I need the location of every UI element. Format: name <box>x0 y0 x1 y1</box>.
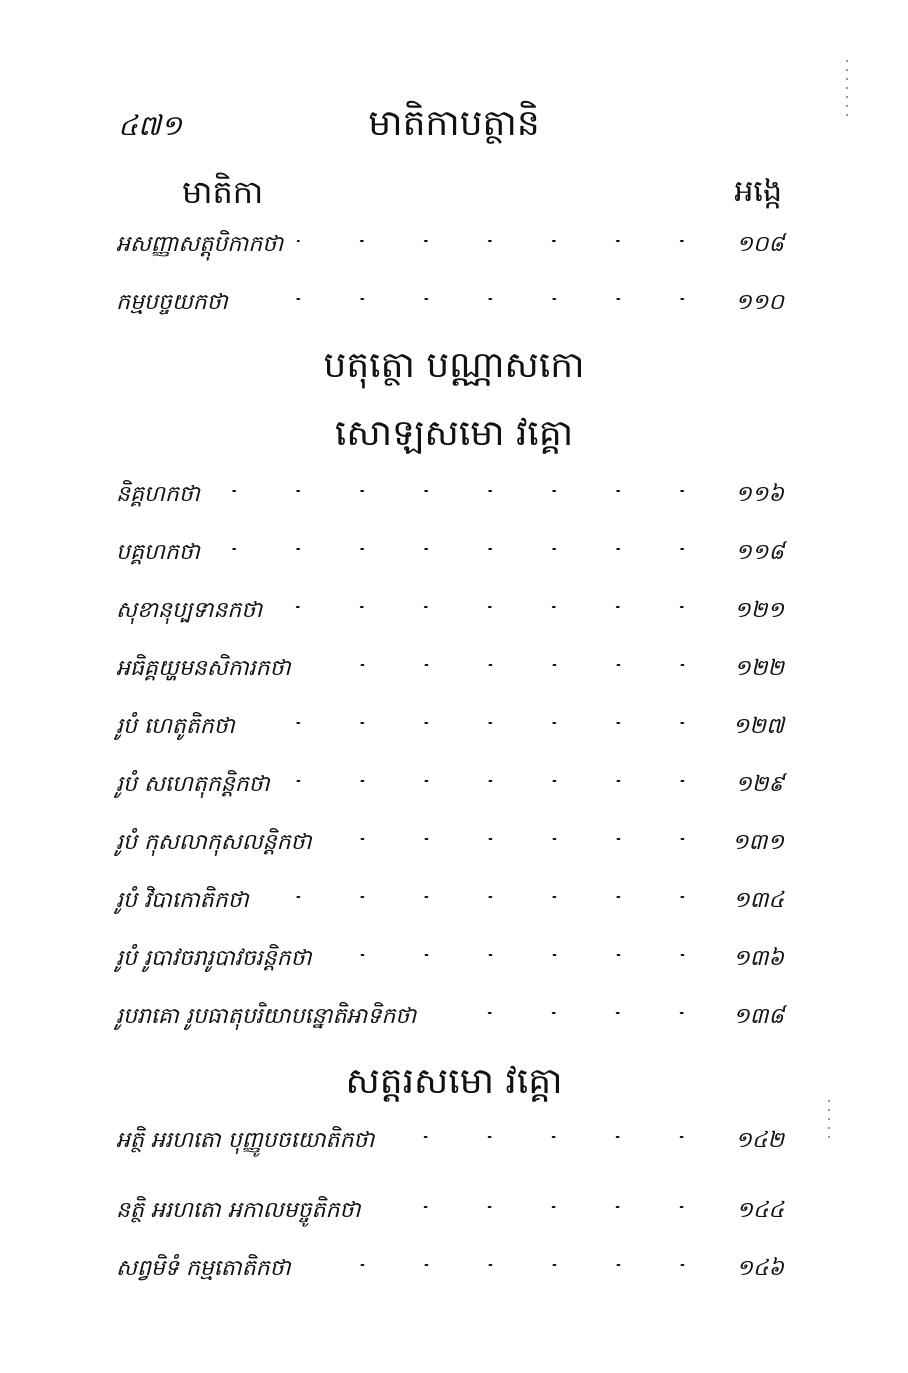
entry-page: ១០៨ <box>736 232 784 257</box>
entry-page: ១៣៨ <box>732 1004 784 1029</box>
dot-leader <box>297 240 714 242</box>
entry-title: និគ្គហកថា <box>116 482 200 507</box>
entry-page: ១៤៦ <box>736 1256 784 1281</box>
entry-page: ១២២ <box>734 656 784 681</box>
entry-page: ១៤២ <box>735 1128 784 1153</box>
toc-entry <box>116 1250 784 1290</box>
entry-title: សព្វមិទំ កម្មតោតិកថា <box>116 1256 291 1281</box>
entry-page: ១៣១ <box>731 830 784 855</box>
dot-leader <box>374 1206 714 1208</box>
toc-entry <box>116 650 784 690</box>
toc-entry <box>116 766 784 806</box>
toc-entry <box>116 226 784 266</box>
dot-leader <box>242 298 714 300</box>
toc-entry <box>116 1122 784 1162</box>
dot-leader <box>249 722 714 724</box>
dot-leader <box>305 1264 714 1266</box>
scan-speck <box>846 60 848 120</box>
entry-page: ១៤៤ <box>736 1198 784 1223</box>
entry-title: អត្ថិ អរហតោ បុញ្ញូបចយោតិកថា <box>116 1128 375 1153</box>
entry-title: អសញ្ញាសត្តុបិកាកថា <box>116 232 284 257</box>
section-heading-vagga-16: សោឡសមោ វគ្គោ <box>334 413 574 454</box>
section-heading-chapter: បតុត្ថោ បណ្ណាសកោ <box>323 345 585 386</box>
entry-page: ១២១ <box>734 598 784 623</box>
toc-entry <box>116 284 784 324</box>
dot-leader <box>214 490 714 492</box>
entry-title: រូបំ កុសលាកុសលន្តិកថា <box>116 830 312 855</box>
dot-leader <box>263 896 714 898</box>
entry-title: កម្មបច្ចយកថា <box>116 290 228 315</box>
entry-title: សុខានុប្បទានកថា <box>116 598 263 623</box>
entry-page: ១២៧ <box>732 714 784 739</box>
entry-page: ១១៦ <box>735 482 784 507</box>
entry-page: ១១៨ <box>735 540 784 565</box>
page-title: មាតិកាបត្ថានិ <box>368 103 540 144</box>
toc-entry <box>116 534 784 574</box>
scan-speck <box>828 1100 830 1140</box>
toc-entry <box>116 824 784 864</box>
dot-leader <box>284 780 714 782</box>
entry-title: រូបំ រូបាវចរារូបាវចរន្តិកថា <box>116 946 312 971</box>
dot-leader <box>326 954 714 956</box>
toc-entry <box>116 940 784 980</box>
entry-page: ១៣៦ <box>732 946 784 971</box>
column-header-page: អង្កេ <box>734 174 782 209</box>
entry-title: រូបរាគោ រូបធាតុបរិយាបន្នោតិអាទិកថា <box>116 1004 417 1029</box>
entry-page: ១៣៤ <box>732 888 784 913</box>
toc-entry <box>116 592 784 632</box>
toc-entry <box>116 476 784 516</box>
entry-title: អធិគ្គយ្ហមនសិការកថា <box>116 656 291 681</box>
dot-leader <box>305 664 714 666</box>
dot-leader <box>214 548 714 550</box>
entry-title: រូបំ សហេតុកន្តិកថា <box>116 772 270 797</box>
entry-page: ១១០ <box>735 290 784 315</box>
entry-page: ១២៩ <box>735 772 784 797</box>
section-heading-vagga-17: សត្តរសមោ វគ្គោ <box>345 1061 563 1102</box>
page-number: ៤៧១ <box>118 109 182 142</box>
dot-leader <box>388 1136 714 1138</box>
entry-title: នត្ថិ អរហតោ អកាលមច្ចូតិកថា <box>116 1198 361 1223</box>
toc-entry <box>116 998 784 1038</box>
column-header-contents: មាតិកា <box>182 173 264 211</box>
dot-leader <box>430 1012 714 1014</box>
entry-title: បគ្គហកថា <box>116 540 200 565</box>
toc-entry <box>116 1192 784 1232</box>
toc-entry <box>116 882 784 922</box>
dot-leader <box>326 838 714 840</box>
dot-leader <box>276 606 714 608</box>
entry-title: រូបំ វិបាកោតិកថា <box>116 888 249 913</box>
toc-entry <box>116 708 784 748</box>
entry-title: រូបំ ហេតូតិកថា <box>116 714 235 739</box>
